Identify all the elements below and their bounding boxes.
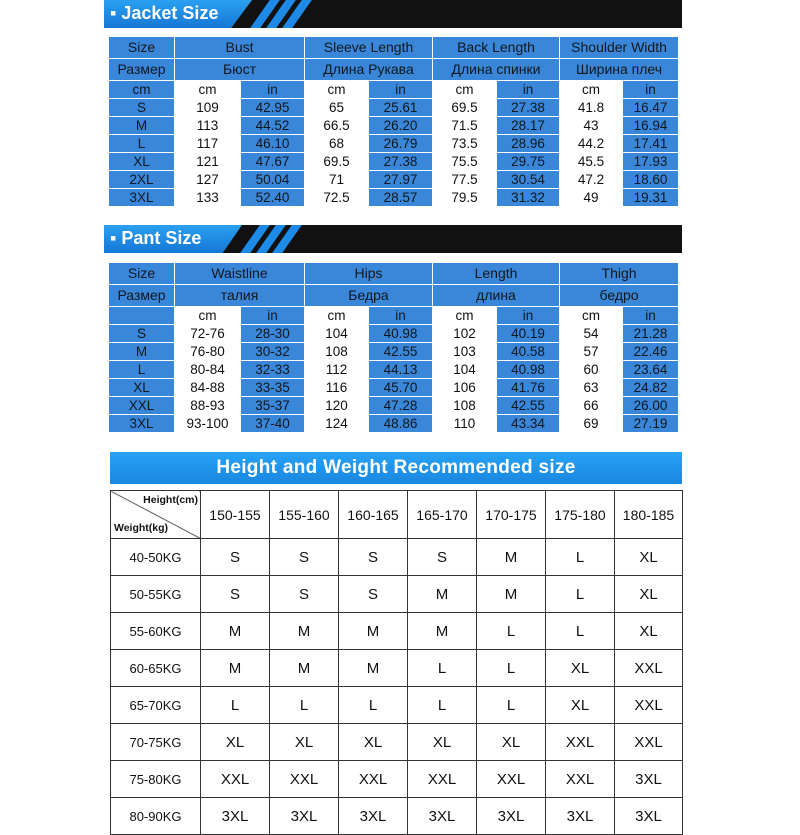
- measurement-cell: 50.04: [241, 171, 305, 189]
- measurement-cell: 27.38: [497, 99, 560, 117]
- recommended-size-cell: L: [477, 650, 546, 687]
- unit-cell: cm: [175, 81, 241, 99]
- recommended-size-cell: XL: [546, 687, 615, 724]
- measurement-cell: 121: [175, 153, 241, 171]
- measurement-cell: 32-33: [241, 361, 305, 379]
- measurement-cell: 47.2: [560, 171, 623, 189]
- measurement-cell: 30.54: [497, 171, 560, 189]
- unit-cell: cm: [305, 81, 369, 99]
- measurement-cell: 93-100: [175, 415, 241, 433]
- table-row: [109, 153, 679, 171]
- table-row: [109, 379, 679, 397]
- recommended-size-cell: S: [270, 539, 339, 576]
- weight-range-label: 65-70KG: [111, 687, 201, 724]
- measurement-cell: 30-32: [241, 343, 305, 361]
- column-header-ru: талия: [175, 285, 305, 307]
- measurement-cell: 31.32: [497, 189, 560, 207]
- measurement-cell: 42.55: [497, 397, 560, 415]
- measurement-cell: 27.19: [623, 415, 679, 433]
- weight-range-label: 60-65KG: [111, 650, 201, 687]
- size-label: M: [109, 117, 175, 135]
- measurement-cell: 75.5: [433, 153, 497, 171]
- recommended-size-cell: L: [339, 687, 408, 724]
- corner-header-cell: [111, 491, 201, 539]
- measurement-cell: 84-88: [175, 379, 241, 397]
- unit-cell: in: [497, 81, 560, 99]
- recommended-size-cell: 3XL: [339, 798, 408, 835]
- table-row: [109, 135, 679, 153]
- measurement-cell: 46.10: [241, 135, 305, 153]
- measurement-cell: 69.5: [433, 99, 497, 117]
- measurement-cell: 25.61: [369, 99, 433, 117]
- column-header-ru: бедро: [560, 285, 679, 307]
- height-range-header: 175-180: [546, 491, 615, 539]
- recommended-size-cell: XL: [615, 539, 683, 576]
- recommended-size-cell: XXL: [615, 687, 683, 724]
- measurement-cell: 40.98: [497, 361, 560, 379]
- recommended-size-cell: XL: [546, 650, 615, 687]
- weight-range-label: 75-80KG: [111, 761, 201, 798]
- table-row: [109, 171, 679, 189]
- height-range-header: 155-160: [270, 491, 339, 539]
- measurement-cell: 47.67: [241, 153, 305, 171]
- measurement-cell: 117: [175, 135, 241, 153]
- measurement-cell: 18.60: [623, 171, 679, 189]
- measurement-cell: 88-93: [175, 397, 241, 415]
- recommended-size-cell: M: [408, 576, 477, 613]
- header-row-en: [109, 263, 679, 285]
- weight-axis-label: Weight(kg): [114, 522, 169, 534]
- measurement-cell: 77.5: [433, 171, 497, 189]
- measurement-cell: 71: [305, 171, 369, 189]
- unit-cell: in: [623, 81, 679, 99]
- measurement-cell: 108: [433, 397, 497, 415]
- column-header-ru: Размер: [109, 285, 175, 307]
- recommended-size-cell: S: [201, 576, 270, 613]
- column-header: Hips: [305, 263, 433, 285]
- measurement-cell: 28.17: [497, 117, 560, 135]
- unit-cell: in: [369, 81, 433, 99]
- height-range-header: 180-185: [615, 491, 683, 539]
- measurement-cell: 120: [305, 397, 369, 415]
- measurement-cell: 73.5: [433, 135, 497, 153]
- measurement-cell: 23.64: [623, 361, 679, 379]
- recommended-size-cell: XL: [270, 724, 339, 761]
- weight-range-label: 55-60KG: [111, 613, 201, 650]
- measurement-cell: 80-84: [175, 361, 241, 379]
- recommended-size-cell: M: [339, 613, 408, 650]
- measurement-cell: 37-40: [241, 415, 305, 433]
- measurement-cell: 27.97: [369, 171, 433, 189]
- measurement-cell: 65: [305, 99, 369, 117]
- table-row: [109, 397, 679, 415]
- measurement-cell: 17.93: [623, 153, 679, 171]
- measurement-cell: 103: [433, 343, 497, 361]
- measurement-cell: 44.13: [369, 361, 433, 379]
- recommended-size-cell: S: [270, 576, 339, 613]
- measurement-cell: 69: [560, 415, 623, 433]
- column-header: Thigh: [560, 263, 679, 285]
- measurement-cell: 27.38: [369, 153, 433, 171]
- measurement-cell: 42.55: [369, 343, 433, 361]
- measurement-cell: 44.52: [241, 117, 305, 135]
- size-label: L: [109, 135, 175, 153]
- column-header: Waistline: [175, 263, 305, 285]
- measurement-cell: 127: [175, 171, 241, 189]
- recommended-size-cell: XXL: [270, 761, 339, 798]
- measurement-cell: 40.19: [497, 325, 560, 343]
- measurement-cell: 71.5: [433, 117, 497, 135]
- header-row-ru: [109, 285, 679, 307]
- measurement-cell: 113: [175, 117, 241, 135]
- units-row: [109, 307, 679, 325]
- measurement-cell: 66: [560, 397, 623, 415]
- header-row-en: [109, 37, 679, 59]
- measurement-cell: 57: [560, 343, 623, 361]
- recommended-size-cell: L: [546, 576, 615, 613]
- measurement-cell: 63: [560, 379, 623, 397]
- measurement-cell: 40.98: [369, 325, 433, 343]
- unit-cell: cm: [560, 81, 623, 99]
- weight-row: [111, 724, 683, 761]
- height-range-header: 170-175: [477, 491, 546, 539]
- measurement-cell: 26.20: [369, 117, 433, 135]
- recommended-size-cell: M: [201, 613, 270, 650]
- measurement-cell: 47.28: [369, 397, 433, 415]
- recommended-size-cell: L: [477, 687, 546, 724]
- recommended-size-cell: 3XL: [477, 798, 546, 835]
- size-label: L: [109, 361, 175, 379]
- size-label: S: [109, 99, 175, 117]
- table-row: [109, 361, 679, 379]
- recommended-size-cell: M: [477, 539, 546, 576]
- column-header: Length: [433, 263, 560, 285]
- measurement-cell: 72-76: [175, 325, 241, 343]
- measurement-cell: 45.70: [369, 379, 433, 397]
- recommended-size-cell: 3XL: [201, 798, 270, 835]
- measurement-cell: 76-80: [175, 343, 241, 361]
- pant-size-table: [108, 262, 679, 433]
- measurement-cell: 19.31: [623, 189, 679, 207]
- weight-row: [111, 576, 683, 613]
- measurement-cell: 44.2: [560, 135, 623, 153]
- weight-row: [111, 687, 683, 724]
- measurement-cell: 66.5: [305, 117, 369, 135]
- measurement-cell: 54: [560, 325, 623, 343]
- recommended-size-cell: XXL: [615, 724, 683, 761]
- unit-cell: cm: [433, 81, 497, 99]
- recommended-size-cell: XXL: [546, 761, 615, 798]
- recommended-size-cell: 3XL: [408, 798, 477, 835]
- measurement-cell: 133: [175, 189, 241, 207]
- measurement-cell: 42.95: [241, 99, 305, 117]
- measurement-cell: 108: [305, 343, 369, 361]
- size-label: XL: [109, 379, 175, 397]
- measurement-cell: 72.5: [305, 189, 369, 207]
- recommended-size-cell: M: [408, 613, 477, 650]
- measurement-cell: 41.76: [497, 379, 560, 397]
- recommended-size-cell: XXL: [546, 724, 615, 761]
- recommended-size-cell: L: [546, 613, 615, 650]
- measurement-cell: 104: [305, 325, 369, 343]
- recommended-size-cell: 3XL: [615, 761, 683, 798]
- unit-cell: in: [369, 307, 433, 325]
- height-header-row: [111, 491, 683, 539]
- recommended-size-cell: 3XL: [546, 798, 615, 835]
- unit-cell: cm: [560, 307, 623, 325]
- recommended-size-cell: M: [201, 650, 270, 687]
- recommended-size-cell: L: [408, 650, 477, 687]
- measurement-cell: 16.94: [623, 117, 679, 135]
- column-header-ru: Ширина плеч: [560, 59, 679, 81]
- table-row: [109, 325, 679, 343]
- jacket-size-banner: [104, 0, 682, 28]
- column-header: Sleeve Length: [305, 37, 433, 59]
- measurement-cell: 48.86: [369, 415, 433, 433]
- column-header-ru: Длина спинки: [433, 59, 560, 81]
- weight-range-label: 80-90KG: [111, 798, 201, 835]
- measurement-cell: 52.40: [241, 189, 305, 207]
- measurement-cell: 33-35: [241, 379, 305, 397]
- jacket-size-title: ▪ Jacket Size: [110, 3, 219, 23]
- column-header-ru: Бедра: [305, 285, 433, 307]
- recommended-size-cell: M: [270, 613, 339, 650]
- weight-row: [111, 761, 683, 798]
- recommended-size-cell: XL: [339, 724, 408, 761]
- unit-cell: cm: [305, 307, 369, 325]
- units-row: [109, 81, 679, 99]
- weight-range-label: 40-50KG: [111, 539, 201, 576]
- size-label: 3XL: [109, 189, 175, 207]
- recommended-size-cell: L: [201, 687, 270, 724]
- measurement-cell: 28.96: [497, 135, 560, 153]
- recommended-size-cell: XXL: [408, 761, 477, 798]
- recommended-size-cell: L: [546, 539, 615, 576]
- measurement-cell: 45.5: [560, 153, 623, 171]
- recommended-size-cell: L: [270, 687, 339, 724]
- table-row: [109, 99, 679, 117]
- measurement-cell: 24.82: [623, 379, 679, 397]
- size-label: M: [109, 343, 175, 361]
- recommended-size-cell: XXL: [339, 761, 408, 798]
- unit-cell: in: [623, 307, 679, 325]
- column-header: Size: [109, 263, 175, 285]
- column-header: Shoulder Width: [560, 37, 679, 59]
- column-header: Bust: [175, 37, 305, 59]
- size-label: XXL: [109, 397, 175, 415]
- size-label: 3XL: [109, 415, 175, 433]
- column-header: Back Length: [433, 37, 560, 59]
- weight-row: [111, 539, 683, 576]
- recommended-size-cell: XL: [201, 724, 270, 761]
- unit-cell: in: [241, 307, 305, 325]
- measurement-cell: 60: [560, 361, 623, 379]
- unit-cell: in: [497, 307, 560, 325]
- recommended-size-cell: M: [339, 650, 408, 687]
- recommended-size-table: [110, 490, 683, 835]
- measurement-cell: 110: [433, 415, 497, 433]
- recommended-size-cell: XXL: [477, 761, 546, 798]
- recommended-size-cell: S: [201, 539, 270, 576]
- table-row: [109, 415, 679, 433]
- recommended-size-cell: 3XL: [615, 798, 683, 835]
- measurement-cell: 22.46: [623, 343, 679, 361]
- measurement-cell: 26.00: [623, 397, 679, 415]
- height-range-header: 160-165: [339, 491, 408, 539]
- measurement-cell: 17.41: [623, 135, 679, 153]
- recommended-size-title: Height and Weight Recommended size: [110, 452, 682, 484]
- recommended-size-cell: M: [270, 650, 339, 687]
- pant-size-banner: [104, 225, 682, 253]
- recommended-size-cell: XXL: [201, 761, 270, 798]
- column-header-ru: Размер: [109, 59, 175, 81]
- measurement-cell: 69.5: [305, 153, 369, 171]
- unit-cell: cm: [433, 307, 497, 325]
- table-row: [109, 343, 679, 361]
- pant-size-title: ▪ Pant Size: [110, 228, 202, 248]
- weight-row: [111, 613, 683, 650]
- unit-cell: cm: [109, 81, 175, 99]
- recommended-size-cell: 3XL: [270, 798, 339, 835]
- recommended-size-cell: XXL: [615, 650, 683, 687]
- recommended-size-cell: S: [339, 539, 408, 576]
- column-header: Size: [109, 37, 175, 59]
- recommended-size-cell: L: [477, 613, 546, 650]
- weight-range-label: 50-55KG: [111, 576, 201, 613]
- recommended-size-cell: XL: [408, 724, 477, 761]
- measurement-cell: 21.28: [623, 325, 679, 343]
- recommended-size-cell: S: [339, 576, 408, 613]
- unit-cell: in: [241, 81, 305, 99]
- measurement-cell: 43.34: [497, 415, 560, 433]
- table-row: [109, 189, 679, 207]
- measurement-cell: 49: [560, 189, 623, 207]
- size-label: XL: [109, 153, 175, 171]
- weight-range-label: 70-75KG: [111, 724, 201, 761]
- measurement-cell: 68: [305, 135, 369, 153]
- column-header-ru: Длина Рукава: [305, 59, 433, 81]
- header-row-ru: [109, 59, 679, 81]
- measurement-cell: 26.79: [369, 135, 433, 153]
- measurement-cell: 124: [305, 415, 369, 433]
- measurement-cell: 28.57: [369, 189, 433, 207]
- height-axis-label: Height(cm): [143, 494, 198, 506]
- weight-row: [111, 650, 683, 687]
- height-range-header: 150-155: [201, 491, 270, 539]
- measurement-cell: 104: [433, 361, 497, 379]
- measurement-cell: 116: [305, 379, 369, 397]
- measurement-cell: 16.47: [623, 99, 679, 117]
- recommended-size-cell: XL: [477, 724, 546, 761]
- measurement-cell: 43: [560, 117, 623, 135]
- recommended-size-cell: M: [477, 576, 546, 613]
- measurement-cell: 41.8: [560, 99, 623, 117]
- table-row: [109, 117, 679, 135]
- size-label: 2XL: [109, 171, 175, 189]
- recommended-size-cell: S: [408, 539, 477, 576]
- unit-cell: cm: [175, 307, 241, 325]
- jacket-size-table: [108, 36, 679, 207]
- size-label: S: [109, 325, 175, 343]
- measurement-cell: 29.75: [497, 153, 560, 171]
- measurement-cell: 102: [433, 325, 497, 343]
- column-header-ru: Бюст: [175, 59, 305, 81]
- recommended-size-cell: L: [408, 687, 477, 724]
- measurement-cell: 112: [305, 361, 369, 379]
- unit-cell: [109, 307, 175, 325]
- recommended-size-cell: XL: [615, 576, 683, 613]
- measurement-cell: 109: [175, 99, 241, 117]
- measurement-cell: 106: [433, 379, 497, 397]
- weight-row: [111, 798, 683, 835]
- measurement-cell: 40.58: [497, 343, 560, 361]
- measurement-cell: 79.5: [433, 189, 497, 207]
- column-header-ru: длина: [433, 285, 560, 307]
- height-range-header: 165-170: [408, 491, 477, 539]
- measurement-cell: 28-30: [241, 325, 305, 343]
- measurement-cell: 35-37: [241, 397, 305, 415]
- recommended-size-cell: XL: [615, 613, 683, 650]
